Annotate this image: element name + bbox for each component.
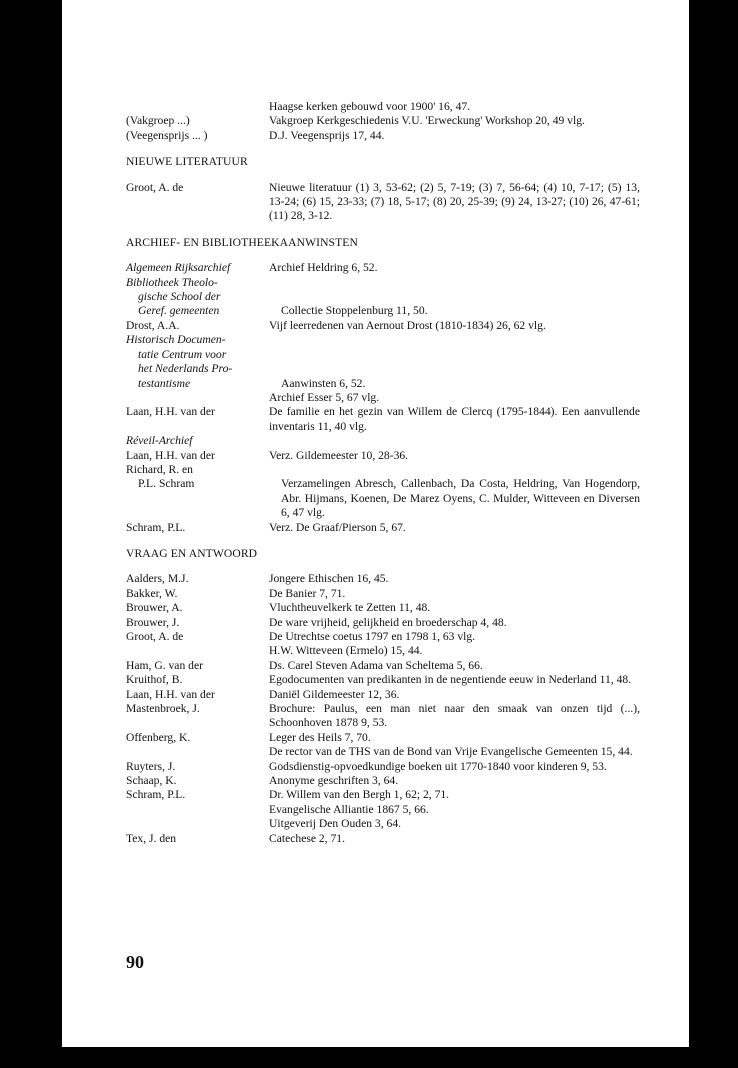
section-heading: NIEUWE LITERATUUR — [126, 155, 248, 169]
index-entry-row — [126, 731, 640, 745]
index-entry-row — [126, 616, 640, 630]
entry-name: Bibliotheek Theolo- — [126, 275, 218, 289]
index-entry-row — [126, 477, 640, 520]
entry-reference — [269, 463, 640, 477]
section-heading: VRAAG EN ANTWOORD — [126, 546, 258, 560]
entry-name: Schaap, K. — [126, 774, 177, 788]
entry-reference: Vijf leerredenen van Aernout Drost (1810-1834) 26, 62 vlg. — [269, 318, 546, 332]
index-section — [126, 155, 640, 224]
index-entry-row — [126, 391, 640, 405]
index-entry-row — [126, 114, 640, 128]
entry-reference: Archief Heldring 6, 52. — [269, 261, 378, 275]
scan-border-left — [0, 0, 62, 1068]
index-entry-row — [126, 760, 640, 774]
section-heading: ARCHIEF- EN BIBLIOTHEEKAANWINSTEN — [126, 235, 358, 249]
entry-reference: Verzamelingen Abresch, Callenbach, Da Costa, Heldring, Van Hogendorp, Abr. Hijmans, Koenen, De Marez Oyens, C. Mulder, Witteveen en Diversen 6, 47 vlg. — [281, 477, 640, 520]
entry-reference — [281, 362, 640, 376]
entry-name: Ruyters, J. — [126, 759, 176, 773]
index-entry-row — [126, 644, 640, 658]
entry-name — [126, 803, 269, 817]
entry-name: Drost, A.A. — [126, 318, 180, 332]
entry-reference: Egodocumenten van predikanten in de negentiende eeuw in Nederland 11, 48. — [269, 673, 632, 687]
entry-name: gische School der — [138, 290, 221, 304]
index-entry-row — [126, 688, 640, 702]
entry-name — [126, 100, 269, 114]
entry-reference: Jongere Ethischen 16, 45. — [269, 572, 389, 586]
index-entry-row — [126, 405, 640, 434]
index-entry-row — [126, 333, 640, 347]
index-entry-row — [126, 129, 640, 143]
entry-reference: H.W. Witteveen (Ermelo) 15, 44. — [269, 644, 423, 658]
entry-reference: De rector van de THS van de Bond van Vrije Evangelische Gemeenten 15, 44. — [269, 745, 633, 759]
entry-name: P.L. Schram — [138, 477, 195, 491]
entry-reference: De familie en het gezin van Willem de Clercq (1795-1844). Een aanvullende inventaris 11, 40 vlg. — [269, 405, 640, 433]
entry-name: Aalders, M.J. — [126, 572, 189, 586]
entry-reference — [269, 434, 640, 448]
entry-name — [126, 745, 269, 759]
entry-name — [126, 817, 269, 831]
entry-name — [126, 644, 269, 658]
entry-reference: Vakgroep Kerkgeschiedenis V.U. 'Erweckung' Workshop 20, 49 vlg. — [269, 114, 585, 128]
entry-name: testantisme — [138, 376, 191, 390]
entry-reference: Godsdienstig-opvoedkundige boeken uit 1770-1840 voor kinderen 9, 53. — [269, 759, 607, 773]
index-entry-row — [126, 572, 640, 586]
entry-name — [126, 391, 269, 405]
entry-reference: Verz. Gildemeester 10, 28-36. — [269, 448, 409, 462]
entry-reference — [269, 333, 640, 347]
entry-name: (Vakgroep ...) — [126, 114, 190, 128]
entry-name: Ham, G. van der — [126, 658, 203, 672]
entry-name: Algemeen Rijksarchief — [126, 261, 231, 275]
entry-name: Réveil-Archief — [126, 434, 193, 448]
entry-reference: Haagse kerken gebouwd voor 1900' 16, 47. — [269, 100, 471, 113]
index-entry-row — [126, 290, 640, 304]
entry-name: Schram, P.L. — [126, 788, 186, 802]
index-entry-row — [126, 601, 640, 615]
entry-reference: De ware vrijheid, gelijkheid en broederschap 4, 48. — [269, 615, 507, 629]
entry-reference: Aanwinsten 6, 52. — [281, 376, 366, 390]
entry-reference — [281, 348, 640, 362]
entry-reference: Archief Esser 5, 67 vlg. — [269, 390, 380, 404]
entry-reference: Anonyme geschriften 3, 64. — [269, 774, 399, 788]
index-entry-row — [126, 702, 640, 731]
index-section — [126, 236, 640, 535]
index-entry-row — [126, 817, 640, 831]
entry-name: Tex, J. den — [126, 831, 177, 845]
entry-name: Brouwer, A. — [126, 601, 183, 615]
entry-name: Geref. gemeenten — [138, 304, 220, 318]
index-section — [126, 100, 640, 143]
entry-reference: De Banier 7, 71. — [269, 586, 346, 600]
entry-name: Bakker, W. — [126, 586, 178, 600]
index-entry-row — [126, 521, 640, 535]
index-entry-row — [126, 788, 640, 802]
index-entry-row — [126, 276, 640, 290]
index-entry-row — [126, 587, 640, 601]
index-entry-row — [126, 673, 640, 687]
index-entry-row — [126, 261, 640, 275]
entry-reference: Verz. De Graaf/Pierson 5, 67. — [269, 520, 406, 534]
index-entry-row — [126, 362, 640, 376]
entry-reference: Uitgeverij Den Ouden 3, 64. — [269, 817, 402, 831]
entry-name: Laan, H.H. van der — [126, 405, 215, 419]
entry-reference: Dr. Willem van den Bergh 1, 62; 2, 71. — [269, 788, 450, 802]
entry-name: Groot, A. de — [126, 180, 184, 194]
scan-border-bottom — [0, 1047, 738, 1068]
document-page — [62, 0, 689, 1047]
entry-reference — [269, 276, 640, 290]
entry-name: Historisch Documen- — [126, 333, 226, 347]
index-entry-row — [126, 449, 640, 463]
entry-name: Mastenbroek, J. — [126, 702, 200, 716]
index-entry-row — [126, 803, 640, 817]
entry-name: tatie Centrum voor — [138, 347, 227, 361]
index-entry-row — [126, 774, 640, 788]
entry-reference — [281, 290, 640, 304]
entry-name: Laan, H.H. van der — [126, 687, 215, 701]
index-section — [126, 547, 640, 846]
index-entry-row — [126, 377, 640, 391]
page-number: 90 — [126, 952, 144, 972]
entry-reference: Ds. Carel Steven Adama van Scheltema 5, 66. — [269, 658, 483, 672]
index-entry-row — [126, 319, 640, 333]
index-content — [126, 100, 640, 846]
entry-reference: De Utrechtse coetus 1797 en 1798 1, 63 vlg. — [269, 630, 476, 643]
entry-reference: Catechese 2, 71. — [269, 831, 345, 845]
entry-name: Richard, R. en — [126, 462, 193, 476]
entry-reference: Nieuwe literatuur (1) 3, 53-62; (2) 5, 7-19; (3) 7, 56-64; (4) 10, 7-17; (5) 13, 13-24; (6) 15, 23-33; (7) 18, 5-17; (8) 20, 25-39; (9) 24, 13-27; (10) 26, 47-61; (11) 28, 3-12. — [269, 180, 640, 223]
index-entry-row — [126, 304, 640, 318]
entry-name: het Nederlands Pro- — [138, 362, 233, 376]
index-entry-row — [126, 832, 640, 846]
entry-reference: D.J. Veegensprijs 17, 44. — [269, 128, 385, 142]
entry-name: Groot, A. de — [126, 630, 184, 643]
entry-name: Kruithof, B. — [126, 673, 183, 687]
scan-border-right — [689, 0, 738, 1068]
index-entry-row — [126, 348, 640, 362]
entry-reference: Daniël Gildemeester 12, 36. — [269, 687, 400, 701]
index-entry-row — [126, 181, 640, 224]
entry-name: (Veegensprijs ... ) — [126, 128, 208, 142]
entry-reference: Brochure: Paulus, een man niet naar den smaak van onzen tijd (...), Schoonhoven 1878 9, 53. — [269, 702, 640, 730]
index-entry-row — [126, 659, 640, 673]
entry-reference: Leger des Heils 7, 70. — [269, 730, 371, 744]
entry-reference: Vluchtheuvelkerk te Zetten 11, 48. — [269, 601, 431, 615]
index-entry-row — [126, 434, 640, 448]
index-entry-row — [126, 100, 640, 114]
entry-name: Schram, P.L. — [126, 520, 186, 534]
entry-reference: Collectie Stoppelenburg 11, 50. — [281, 304, 428, 318]
entry-name: Offenberg, K. — [126, 730, 191, 744]
index-entry-row — [126, 463, 640, 477]
entry-name: Brouwer, J. — [126, 615, 180, 629]
entry-name: Laan, H.H. van der — [126, 448, 215, 462]
entry-reference: Evangelische Alliantie 1867 5, 66. — [269, 802, 429, 816]
index-entry-row — [126, 630, 640, 644]
index-entry-row — [126, 745, 640, 759]
